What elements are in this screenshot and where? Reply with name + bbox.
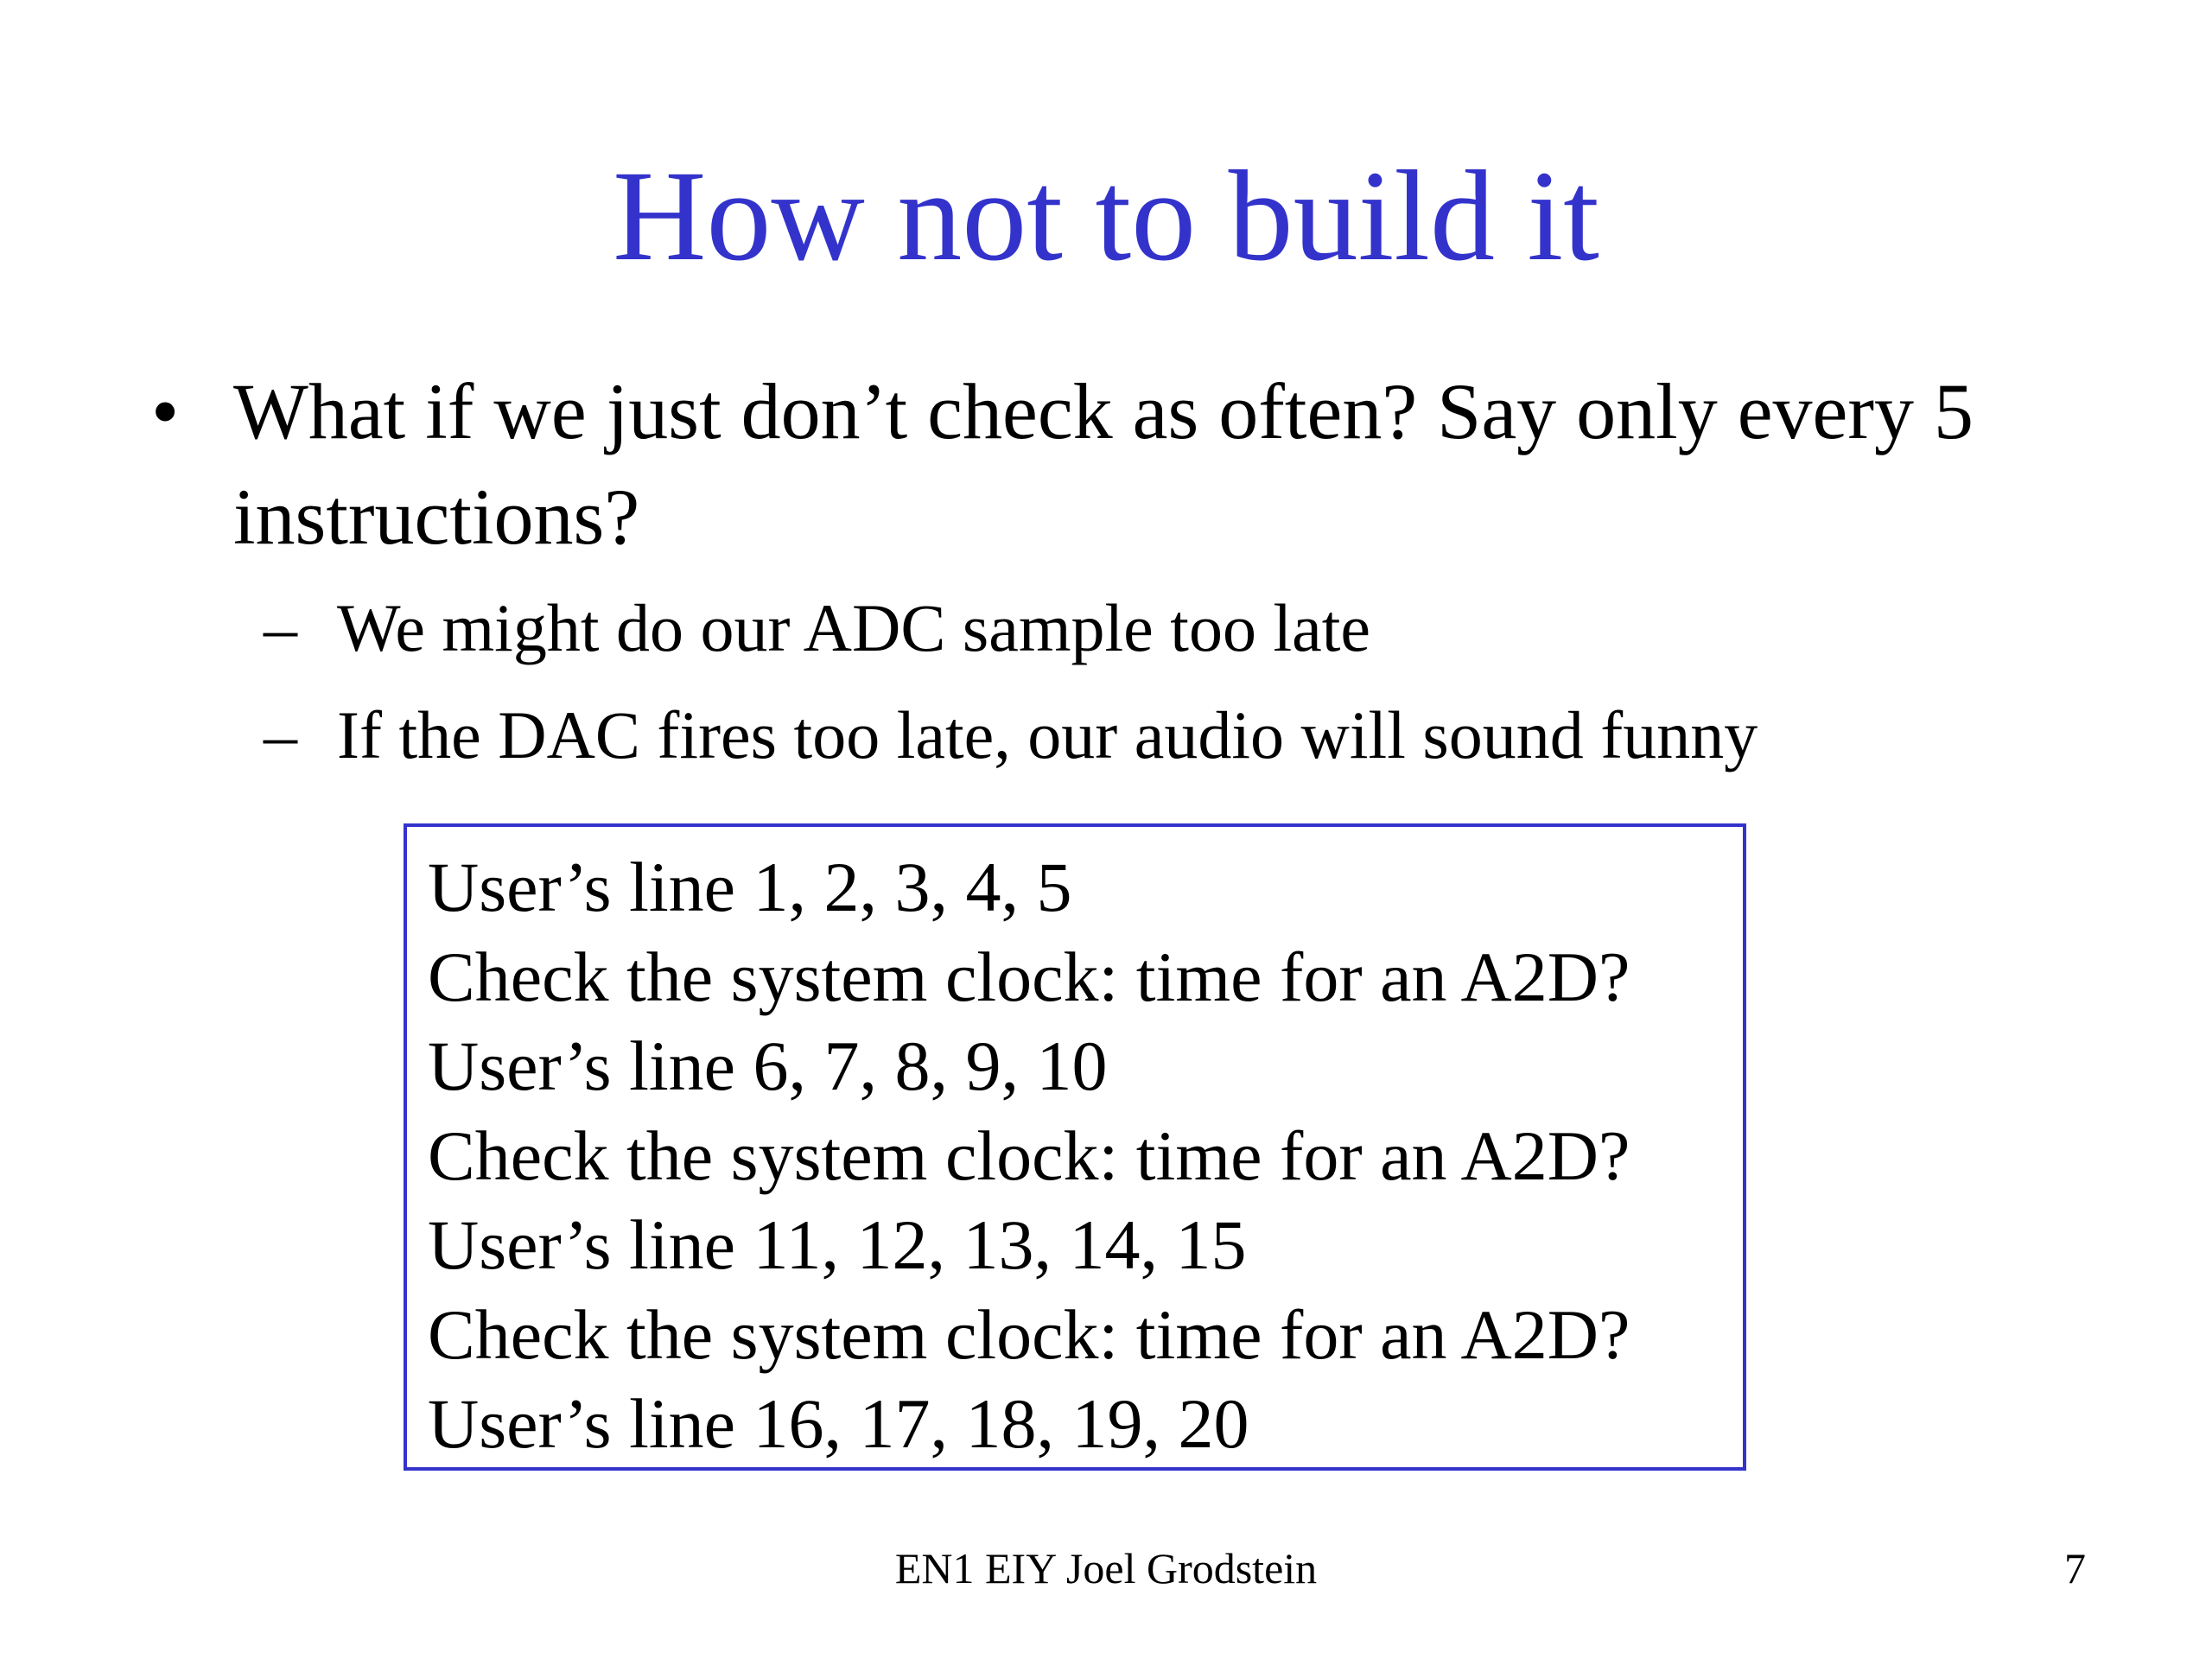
sub-bullet-list bbox=[151, 575, 2121, 789]
slide-title: How not to build it bbox=[613, 144, 1599, 288]
sub-bullet-text: If the DAC fires too late, our audio will sound funny bbox=[337, 697, 1758, 772]
bullet-text: What if we just don’t check as often? Say only every 5 instructions? bbox=[233, 367, 1974, 561]
bullet-item bbox=[151, 359, 2121, 569]
code-line: User’s line 1, 2, 3, 4, 5 bbox=[428, 848, 1072, 926]
sub-bullet-marker: – bbox=[264, 697, 297, 772]
code-line: User’s line 16, 17, 18, 19, 20 bbox=[428, 1384, 1249, 1463]
sub-bullet-item bbox=[264, 682, 2121, 789]
sub-bullet-marker: – bbox=[264, 590, 297, 665]
sub-bullet-item bbox=[264, 575, 2121, 682]
code-line: Check the system clock: time for an A2D? bbox=[428, 1294, 1630, 1374]
sub-bullet-text: We might do our ADC sample too late bbox=[337, 590, 1371, 665]
page-number: 7 bbox=[2064, 1544, 2086, 1592]
code-line: User’s line 11, 12, 13, 14, 15 bbox=[428, 1205, 1247, 1284]
footer-text: EN1 EIY Joel Grodstein bbox=[894, 1544, 1318, 1592]
code-line: Check the system clock: time for an A2D? bbox=[428, 1116, 1630, 1195]
code-line: User’s line 6, 7, 8, 9, 10 bbox=[428, 1027, 1108, 1105]
bullet-list bbox=[151, 359, 2121, 789]
code-line: Check the system clock: time for an A2D? bbox=[428, 937, 1630, 1016]
code-box bbox=[404, 823, 1746, 1471]
bullet-marker: • bbox=[151, 367, 180, 455]
